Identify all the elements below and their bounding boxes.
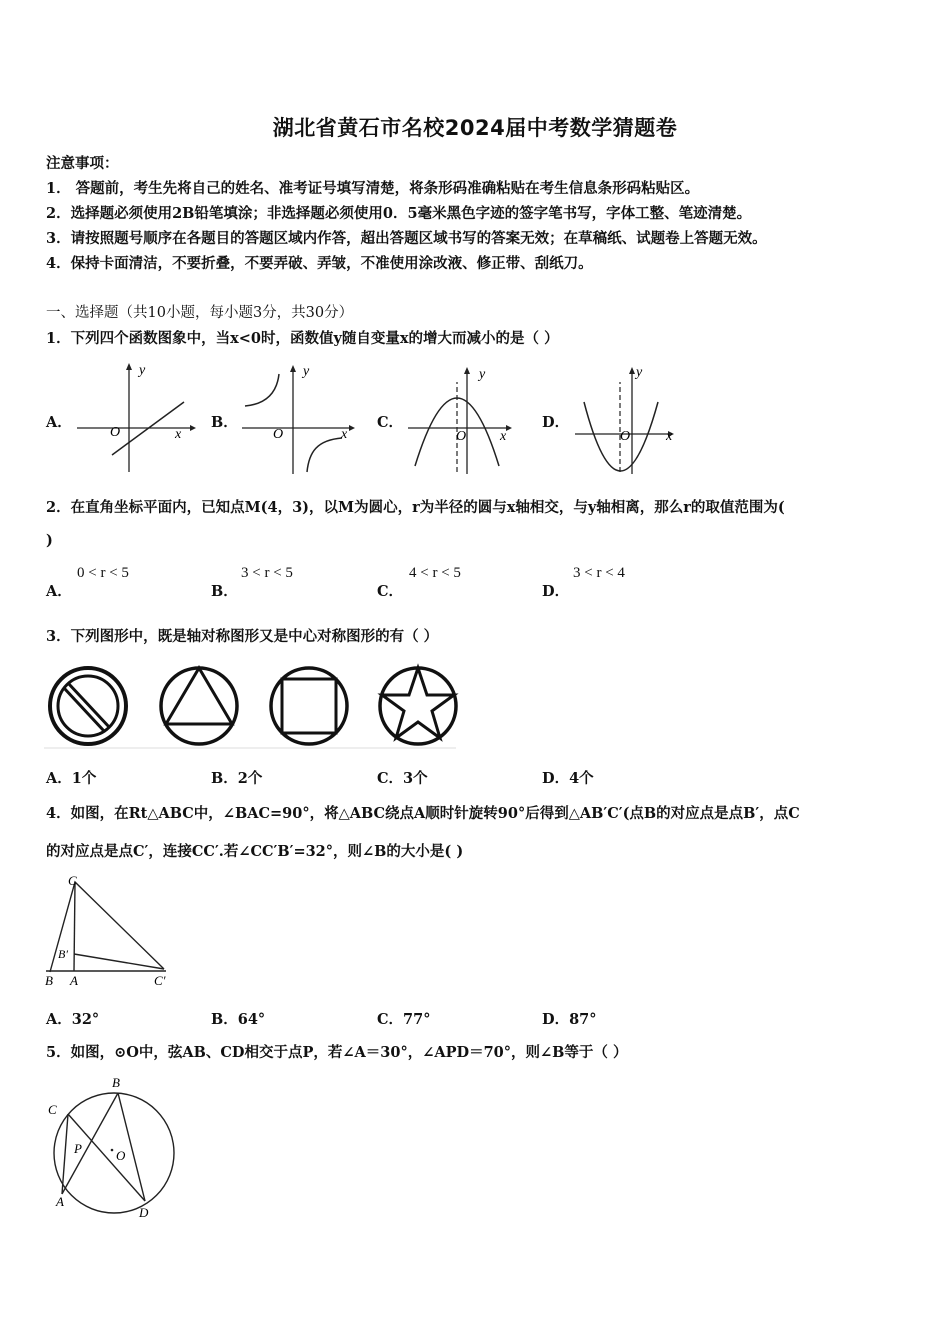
svg-text:x: x [500, 429, 507, 444]
q4-option-d: D．87° [542, 1011, 597, 1028]
q3-option-a: A．1个 [46, 770, 97, 787]
q2-option-c-range: 4 < r < 5 [409, 565, 461, 581]
origin-label: O [110, 425, 121, 440]
q3-option-d: D．4个 [542, 770, 594, 787]
svg-text:C′: C′ [154, 973, 166, 988]
q1-option-b-label: B． [211, 414, 238, 431]
q3-stem: 3．下列图形中，既是轴对称图形又是中心对称图形的有（ ） [46, 628, 439, 645]
q2-option-a-range: 0 < r < 5 [77, 565, 129, 581]
chord-ab [62, 1093, 118, 1194]
svg-text:D: D [139, 1205, 149, 1220]
q2-stem-cont: ) [46, 532, 53, 549]
q1-option-c-label: C． [377, 414, 404, 431]
svg-text:A: A [56, 1194, 64, 1209]
q3-figures [44, 660, 459, 750]
q1-option-a-label: A． [46, 414, 72, 431]
q4-stem: 4．如图，在Rt△ABC中，∠BAC=90°，将△ABC绕点A顺时针旋转90°后得到△AB′C′(点B的对应点是点B′，点C [46, 805, 800, 822]
svg-text:O: O [456, 429, 467, 444]
q4-option-a: A．32° [46, 1011, 100, 1028]
q1-option-d-label: D． [542, 414, 570, 431]
svg-text:C: C [68, 873, 77, 888]
notice-item-4: 4．保持卡面清洁，不要折叠，不要弄破、弄皱，不准使用涂改液、修正带、刮纸刀。 [46, 255, 593, 272]
svg-text:A: A [70, 973, 78, 988]
q4-figure [42, 872, 182, 992]
q1-graph-c [403, 360, 523, 478]
hyperbola-branch-right [307, 438, 342, 472]
svg-text:B: B [45, 973, 53, 988]
q2-option-c-label: C． [377, 583, 404, 600]
q3-option-c: C．3个 [377, 770, 428, 787]
q4-stem-cont: 的对应点是点C′，连接CC′.若∠CC′B′=32°，则∠B的大小是( ) [46, 843, 464, 860]
x-axis-arrow [190, 425, 196, 431]
circle-o [54, 1093, 174, 1213]
q2-option-d-label: D． [542, 583, 570, 600]
svg-text:x: x [666, 429, 673, 444]
q1-graph-b [237, 360, 362, 478]
q1-graph-a [72, 360, 197, 478]
svg-text:y: y [303, 364, 310, 379]
q5-stem: 5．如图，⊙O中，弦AB、CD相交于点P，若∠A＝30°，∠APD＝70°，则∠B等于（ ） [46, 1044, 628, 1061]
svg-text:x: x [341, 427, 348, 442]
q2-stem: 2．在直角坐标平面内，已知点M(4，3)，以M为圆心，r为半径的圆与x轴相交，与y轴相离，那么r的取值范围为( [46, 499, 785, 516]
q2-option-a-label: A． [46, 583, 72, 600]
section-heading: 一、选择题（共10小题，每小题3分，共30分） [46, 305, 354, 321]
q2-option-b-range: 3 < r < 5 [241, 565, 293, 581]
svg-text:P: P [74, 1141, 82, 1156]
q1-stem: 1．下列四个函数图象中，当x<0时，函数值y随自变量x的增大而减小的是（ ） [46, 330, 559, 347]
x-label: x [175, 427, 182, 442]
svg-text:B: B [112, 1075, 120, 1090]
q3-option-b: B．2个 [211, 770, 263, 787]
circle-with-star-figure [380, 668, 456, 744]
q5-figure [42, 1070, 182, 1220]
notice-heading: 注意事项： [46, 155, 119, 172]
q4-option-b: B．64° [211, 1011, 266, 1028]
circle-with-square-figure [271, 668, 347, 744]
page-title: 湖北省黄石市名校2024届中考数学猜题卷 [272, 116, 678, 140]
svg-text:O: O [273, 427, 284, 442]
circle-with-bar-figure [50, 668, 126, 744]
svg-text:B′: B′ [58, 947, 68, 961]
circle-with-triangle-figure [161, 668, 237, 744]
svg-text:O: O [620, 429, 631, 444]
q2-option-d-range: 3 < r < 4 [573, 565, 625, 581]
notice-item-2: 2．选择题必须使用2B铅笔填涂；非选择题必须使用0．5毫米黑色字迹的签字笔书写，字体工整、笔迹清楚。 [46, 205, 752, 222]
svg-text:y: y [479, 367, 486, 382]
notice-item-1: 1． 答题前，考生先将自己的姓名、准考证号填写清楚，将条形码准确粘贴在考生信息条形码粘贴区。 [46, 180, 700, 197]
q2-option-b-label: B． [211, 583, 238, 600]
svg-text:C: C [48, 1102, 57, 1117]
hyperbola-branch-left [245, 374, 279, 406]
q4-option-c: C．77° [377, 1011, 431, 1028]
y-label: y [139, 363, 146, 378]
y-axis-arrow [126, 363, 132, 370]
svg-text:O: O [116, 1148, 126, 1163]
notice-item-3: 3．请按照题号顺序在各题目的答题区域内作答，超出答题区域书写的答案无效；在草稿纸、试题卷上答题无效。 [46, 230, 767, 247]
q1-graph-d [570, 360, 685, 478]
svg-text:y: y [636, 365, 643, 380]
